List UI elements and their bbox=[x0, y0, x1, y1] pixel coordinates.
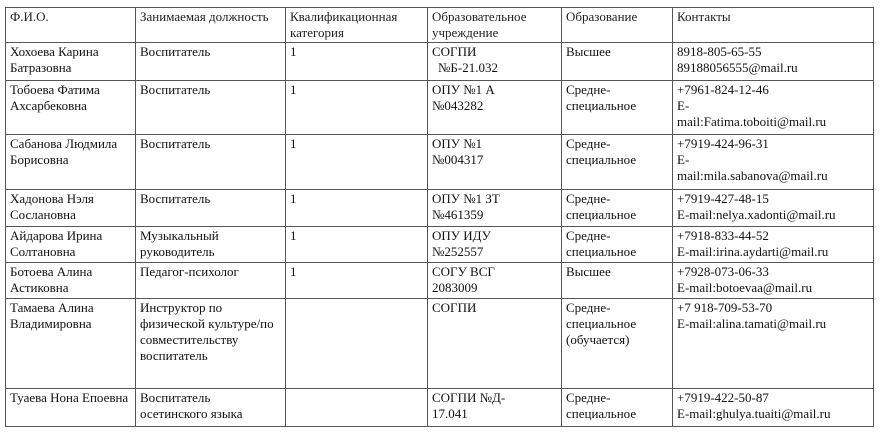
cell-name: Тамаева Алина Владимировна bbox=[6, 299, 136, 389]
cell-contacts bbox=[673, 227, 874, 263]
cell-contacts bbox=[673, 135, 874, 190]
staff-table bbox=[5, 7, 874, 427]
cell-category: 1 bbox=[286, 43, 428, 81]
table-row bbox=[6, 135, 874, 190]
contact-line: E-mail:nelya.xadonti@mail.ru bbox=[677, 207, 836, 222]
cell-contacts bbox=[673, 263, 874, 299]
contact-line: E- bbox=[677, 152, 690, 167]
cell-institution bbox=[428, 81, 562, 135]
cell-institution bbox=[428, 389, 562, 427]
table-header-row bbox=[6, 8, 874, 43]
institution-line: №043282 bbox=[432, 98, 484, 113]
staff-table-wrapper bbox=[5, 7, 874, 427]
institution-line: 17.041 bbox=[432, 406, 468, 421]
contact-line: E-mail:botoevaa@mail.ru bbox=[677, 280, 813, 295]
contact-line: mail:Fatima.toboiti@mail.ru bbox=[677, 114, 827, 129]
cell-category bbox=[286, 389, 428, 427]
header-contacts: Контакты bbox=[673, 8, 874, 43]
cell-education: Средне-специальное bbox=[562, 135, 673, 190]
table-row bbox=[6, 263, 874, 299]
contact-line: 8918-805-65-55 bbox=[677, 44, 762, 59]
cell-institution bbox=[428, 227, 562, 263]
table-row bbox=[6, 81, 874, 135]
cell-name: Хохоева Карина Батразовна bbox=[6, 43, 136, 81]
table-row bbox=[6, 227, 874, 263]
cell-contacts bbox=[673, 190, 874, 227]
institution-line: ОПУ №1 bbox=[432, 136, 483, 151]
header-category: Квалификационная категория bbox=[286, 8, 428, 43]
institution-line: СОГУ ВСГ bbox=[432, 264, 495, 279]
institution-line: №461359 bbox=[432, 207, 484, 222]
contact-line: +7919-427-48-15 bbox=[677, 191, 769, 206]
cell-education: Средне-специальное bbox=[562, 81, 673, 135]
cell-education: Средне-специальное bbox=[562, 227, 673, 263]
table-row bbox=[6, 299, 874, 389]
contact-line: +7918-833-44-52 bbox=[677, 228, 769, 243]
institution-line: ОПУ ИДУ bbox=[432, 228, 491, 243]
institution-line: №004317 bbox=[432, 152, 484, 167]
institution-line: СОГПИ №Д- bbox=[432, 390, 506, 405]
header-position: Занимаемая должность bbox=[136, 8, 286, 43]
cell-institution bbox=[428, 263, 562, 299]
cell-name: Тобоева Фатима Ахсарбековна bbox=[6, 81, 136, 135]
cell-category: 1 bbox=[286, 135, 428, 190]
cell-institution bbox=[428, 43, 562, 81]
cell-institution bbox=[428, 299, 562, 389]
cell-institution bbox=[428, 135, 562, 190]
cell-name: Туаева Нона Епоевна bbox=[6, 389, 136, 427]
cell-position: Воспитатель осетинского языка bbox=[136, 389, 286, 427]
cell-category: 1 bbox=[286, 263, 428, 299]
header-institution: Образовательное учреждение bbox=[428, 8, 562, 43]
cell-contacts bbox=[673, 389, 874, 427]
table-row bbox=[6, 190, 874, 227]
cell-position: Воспитатель bbox=[136, 190, 286, 227]
table-row bbox=[6, 389, 874, 427]
cell-position: Воспитатель bbox=[136, 43, 286, 81]
institution-line: №252557 bbox=[432, 244, 484, 259]
cell-category: 1 bbox=[286, 227, 428, 263]
institution-line: СОГПИ bbox=[432, 300, 477, 315]
cell-contacts bbox=[673, 299, 874, 389]
cell-education: Средне-специальное bbox=[562, 389, 673, 427]
cell-position: Воспитатель bbox=[136, 81, 286, 135]
cell-institution bbox=[428, 190, 562, 227]
cell-position: Инструктор по физической культуре/по совместительству воспитатель bbox=[136, 299, 286, 389]
contact-line: E-mail:ghulya.tuaiti@mail.ru bbox=[677, 406, 831, 421]
cell-education: Высшее bbox=[562, 43, 673, 81]
institution-line: ОПУ №1 ЗТ bbox=[432, 191, 500, 206]
cell-name: Ботоева Алина Астиковна bbox=[6, 263, 136, 299]
header-education: Образование bbox=[562, 8, 673, 43]
cell-name: Айдарова Ирина Солтановна bbox=[6, 227, 136, 263]
institution-line: ОПУ №1 А bbox=[432, 82, 495, 97]
cell-position: Музыкальный руководитель bbox=[136, 227, 286, 263]
table-row bbox=[6, 43, 874, 81]
contact-line: E-mail:irina.aydarti@mail.ru bbox=[677, 244, 829, 259]
cell-category: 1 bbox=[286, 81, 428, 135]
contact-line: E-mail:alina.tamati@mail.ru bbox=[677, 316, 827, 331]
cell-name: Хадонова Нэля Сослановна bbox=[6, 190, 136, 227]
contact-line: +7919-424-96-31 bbox=[677, 136, 769, 151]
contact-line: +7961-824-12-46 bbox=[677, 82, 769, 97]
contact-line: mail:mila.sabanova@mail.ru bbox=[677, 168, 828, 183]
cell-position: Педагог-психолог bbox=[136, 263, 286, 299]
header-name: Ф.И.О. bbox=[6, 8, 136, 43]
cell-position: Воспитатель bbox=[136, 135, 286, 190]
contact-line: 89188056555@mail.ru bbox=[677, 60, 798, 75]
contact-line: +7 918-709-53-70 bbox=[677, 300, 773, 315]
cell-education: Высшее bbox=[562, 263, 673, 299]
cell-name: Сабанова Людмила Борисовна bbox=[6, 135, 136, 190]
cell-contacts bbox=[673, 43, 874, 81]
institution-line: 2083009 bbox=[432, 280, 478, 295]
cell-category bbox=[286, 299, 428, 389]
institution-line: №Б-21.032 bbox=[438, 60, 498, 75]
cell-education: Средне-специальное (обучается) bbox=[562, 299, 673, 389]
cell-education: Средне-специальное bbox=[562, 190, 673, 227]
institution-line: СОГПИ bbox=[432, 44, 477, 59]
contact-line: +7919-422-50-87 bbox=[677, 390, 769, 405]
cell-contacts bbox=[673, 81, 874, 135]
cell-category: 1 bbox=[286, 190, 428, 227]
contact-line: E- bbox=[677, 98, 690, 113]
contact-line: +7928-073-06-33 bbox=[677, 264, 769, 279]
